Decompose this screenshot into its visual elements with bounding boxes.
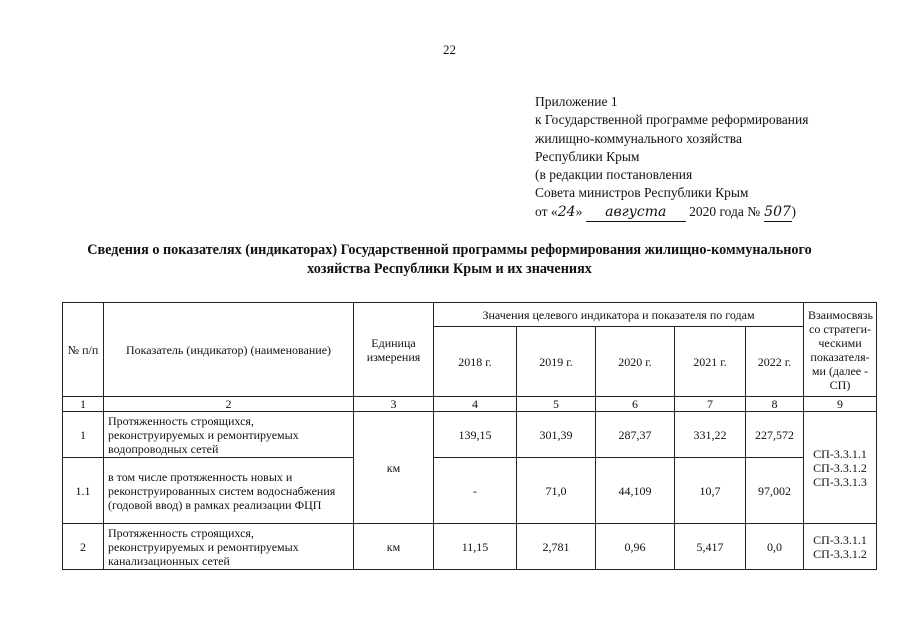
handwritten-number: 507 (764, 203, 792, 222)
row-unit: км (354, 412, 434, 524)
relation-code: СП-3.3.1.1 (813, 532, 867, 547)
date-prefix: от « (535, 203, 558, 219)
title-line-1: Сведения о показателях (индикаторах) Государственной программы реформирования жилищно-коммунального (87, 242, 812, 258)
appendix-line: к Государственной программе реформирования (535, 112, 809, 128)
row-name: Протяженность строящихся, реконструируемых и ремонтируемых водопроводных сетей (104, 412, 354, 458)
row-num: 2 (63, 524, 104, 570)
appendix-date-line (535, 203, 875, 222)
column-number: 7 (675, 397, 746, 412)
page-number: 22 (443, 42, 456, 57)
row-value: 331,22 (675, 412, 746, 458)
column-number: 6 (596, 397, 675, 412)
title-line-2: хозяйства Республики Крым и их значениях (307, 261, 592, 277)
appendix-line: жилищно-коммунального хозяйства (535, 130, 742, 146)
date-suffix: ) (791, 203, 797, 219)
header-year: 2022 г. (746, 327, 804, 397)
header-year: 2020 г. (596, 327, 675, 397)
document-title (40, 241, 859, 279)
relation-code: СП-3.3.1.2 (813, 460, 867, 475)
indicators-table (62, 302, 877, 570)
column-number-row (63, 397, 877, 412)
column-number: 9 (804, 397, 877, 412)
handwritten-month: августа (586, 203, 686, 222)
date-year: 2020 года № (689, 203, 761, 219)
column-number: 3 (354, 397, 434, 412)
column-number: 2 (104, 397, 354, 412)
appendix-line: Приложение 1 (535, 94, 618, 109)
table-row (63, 412, 877, 458)
appendix-line: Совета министров Республики Крым (535, 185, 749, 201)
row-relation (804, 412, 877, 524)
appendix-line: Республики Крым (535, 148, 640, 164)
table-row (63, 458, 877, 524)
column-number: 8 (746, 397, 804, 412)
header-num: № п/п (63, 303, 104, 397)
row-value: 5,417 (675, 524, 746, 570)
row-relation (804, 524, 877, 570)
row-value: 44,109 (596, 458, 675, 524)
row-value: 0,96 (596, 524, 675, 570)
row-value: 301,39 (517, 412, 596, 458)
row-value: 139,15 (434, 412, 517, 458)
row-value: - (434, 458, 517, 524)
row-num: 1 (63, 412, 104, 458)
header-unit: Единица измерения (354, 303, 434, 397)
relation-code: СП-3.3.1.1 (813, 446, 867, 461)
row-name: в том числе протяженность новых и реконструированных систем водоснабжения (годовой ввод) в рамках реализации ФЦП (104, 458, 354, 524)
column-number: 4 (434, 397, 517, 412)
row-name: Протяженность строящихся, реконструируемых и ремонтируемых канализационных сетей (104, 524, 354, 570)
row-value: 287,37 (596, 412, 675, 458)
row-value: 10,7 (675, 458, 746, 524)
table-row (63, 524, 877, 570)
header-values-group: Значения целевого индикатора и показателя по годам (434, 303, 804, 327)
appendix-line: (в редакции постановления (535, 167, 693, 183)
header-relation: Взаимосвязь со стратеги-ческими показателя-ми (далее - СП) (804, 303, 877, 397)
column-number: 5 (517, 397, 596, 412)
header-year: 2021 г. (675, 327, 746, 397)
appendix-block (535, 93, 875, 222)
header-indicator: Показатель (индикатор) (наименование) (104, 303, 354, 397)
header-year: 2019 г. (517, 327, 596, 397)
relation-code: СП-3.3.1.2 (813, 546, 867, 561)
row-value: 227,572 (746, 412, 804, 458)
relation-code: СП-3.3.1.3 (813, 474, 867, 489)
handwritten-day: 24 (557, 203, 576, 220)
row-unit: км (354, 524, 434, 570)
row-value: 71,0 (517, 458, 596, 524)
header-year: 2018 г. (434, 327, 517, 397)
row-value: 97,002 (746, 458, 804, 524)
row-num: 1.1 (63, 458, 104, 524)
date-mid: » (575, 203, 583, 219)
row-value: 2,781 (517, 524, 596, 570)
column-number: 1 (63, 397, 104, 412)
row-value: 0,0 (746, 524, 804, 570)
row-value: 11,15 (434, 524, 517, 570)
